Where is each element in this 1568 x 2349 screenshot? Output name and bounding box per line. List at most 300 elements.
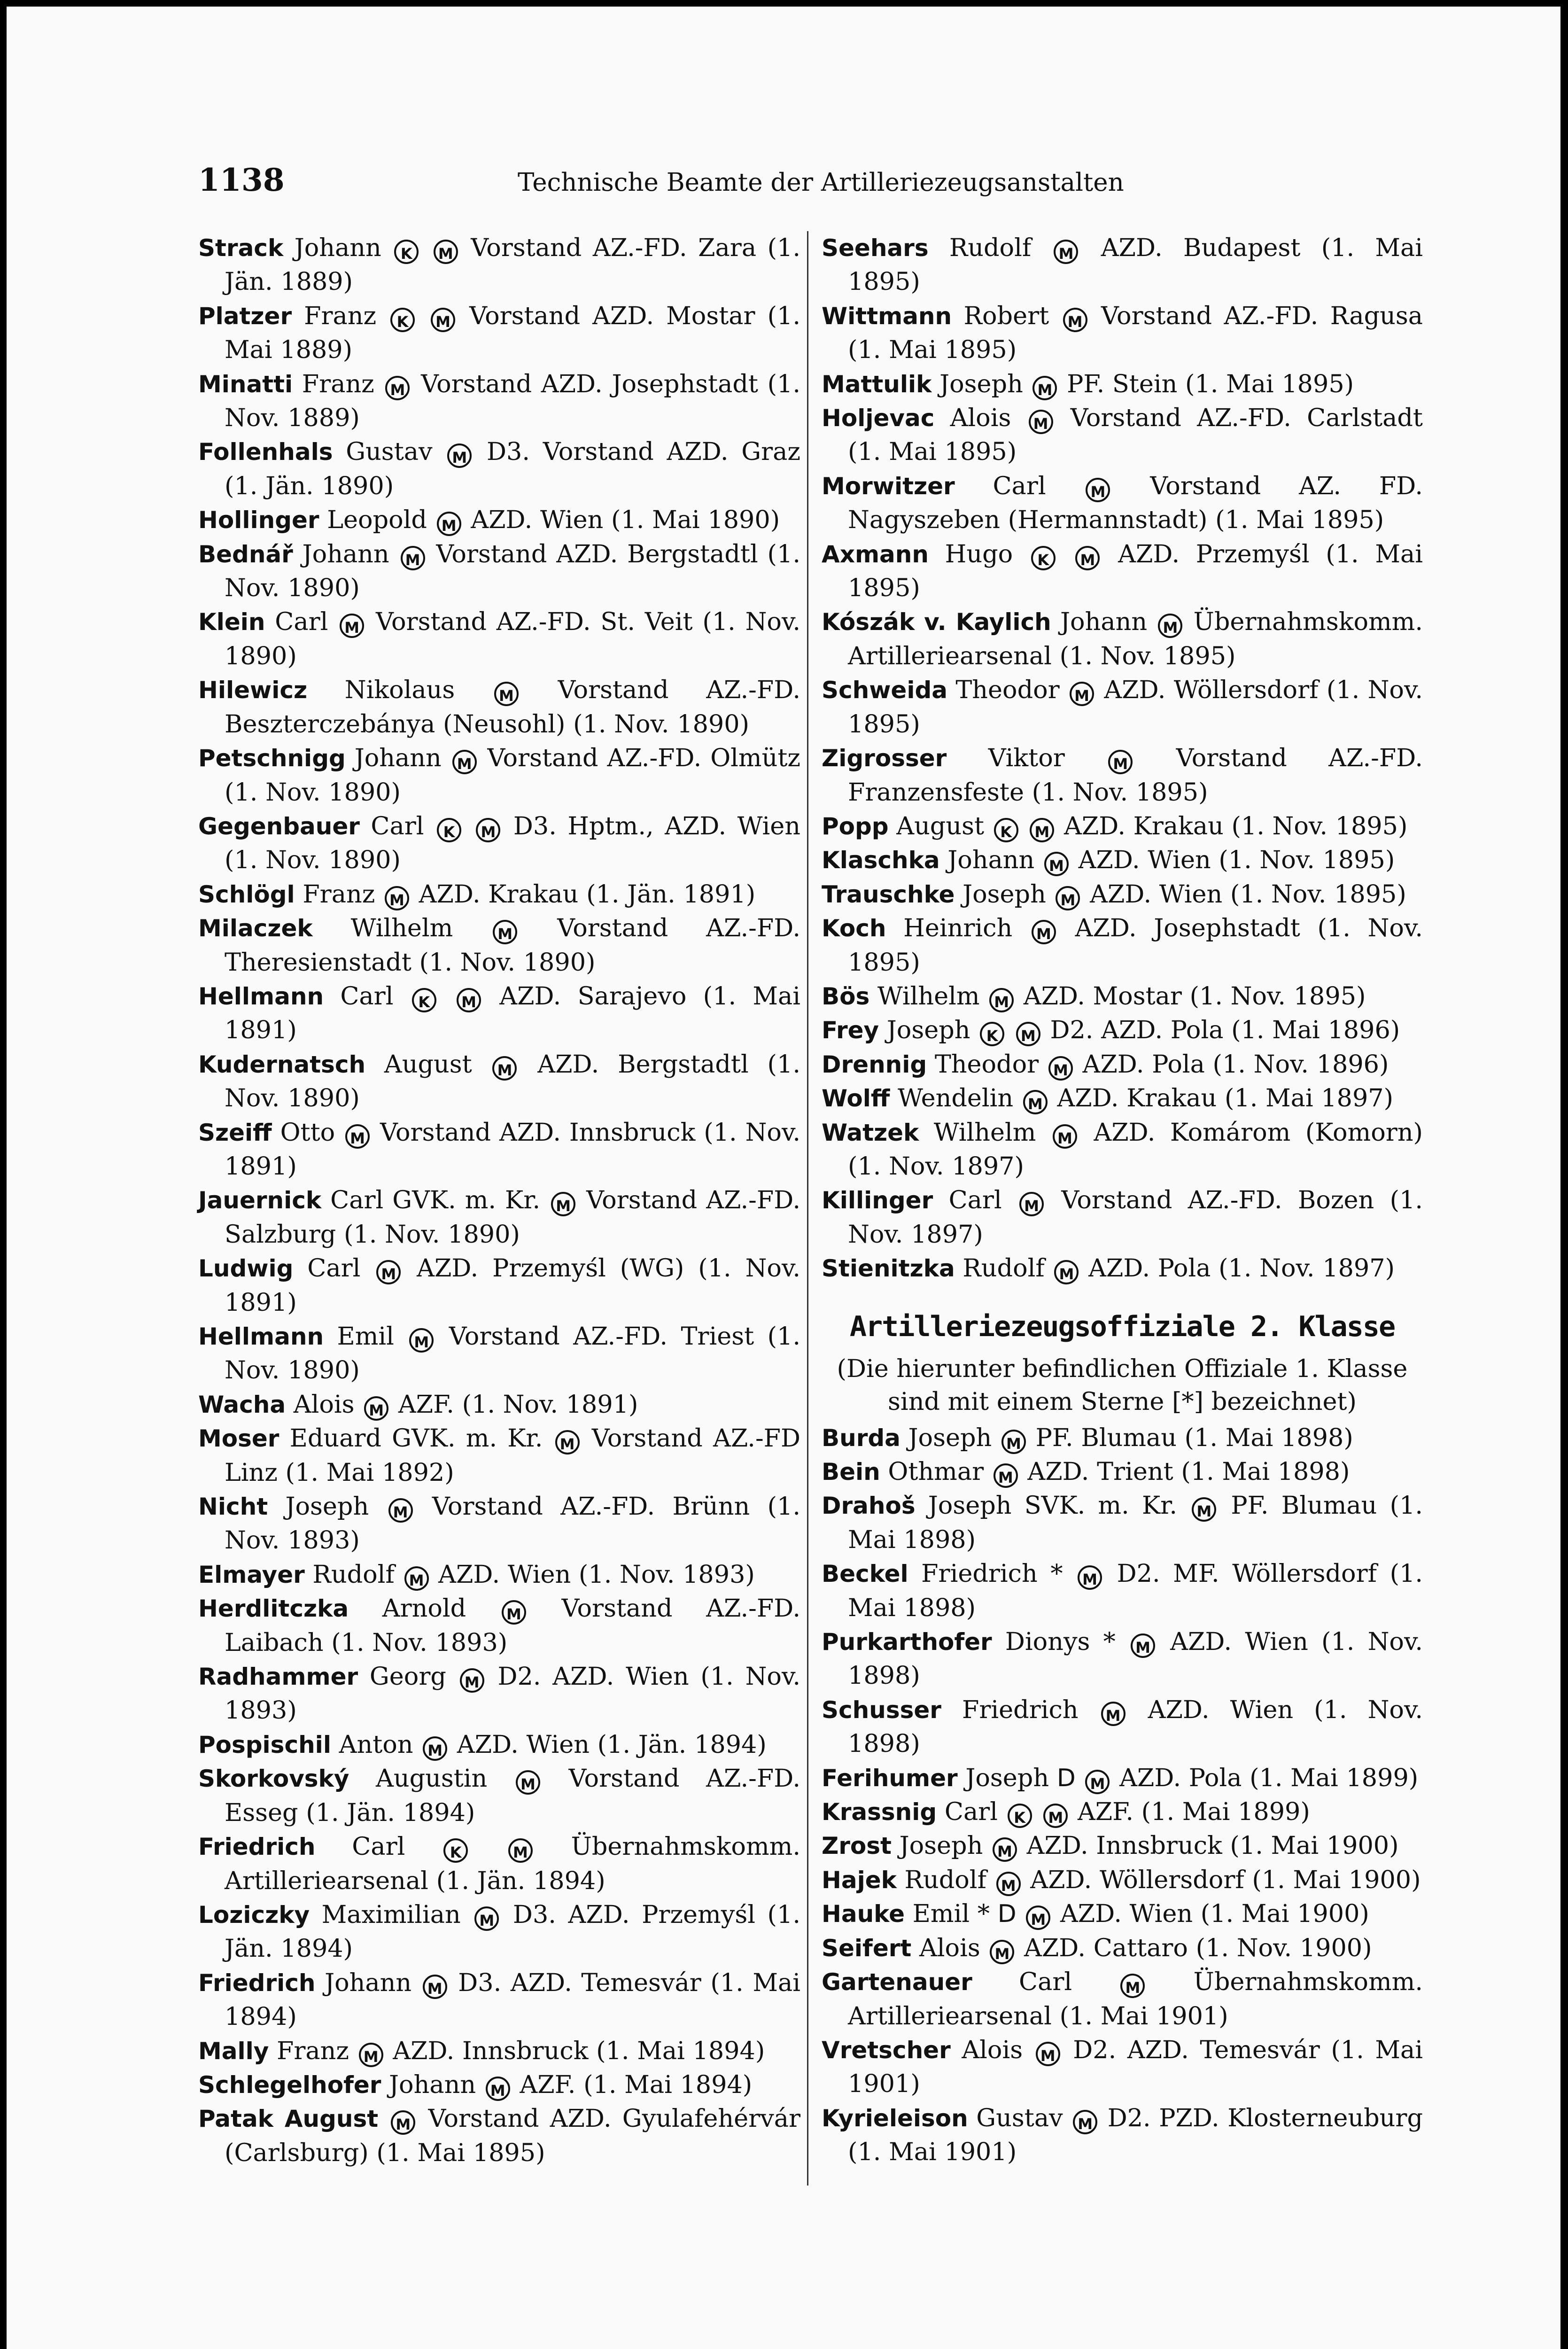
entry-surname: Bein xyxy=(822,1458,880,1486)
entry-surname: Bös xyxy=(822,982,870,1010)
running-title: Technische Beamte der Artilleriezeugsanstalten xyxy=(518,168,1124,197)
entry-text: AZF. (1. Nov. 1891) xyxy=(390,1390,638,1419)
circled-m-icon: M xyxy=(990,1940,1014,1964)
entry-text: Carl xyxy=(359,811,435,840)
entry-text: AZD. Wöllersdorf (1. Mai 1900) xyxy=(1022,1865,1421,1894)
entry-surname: Drennig xyxy=(822,1050,927,1078)
directory-entry xyxy=(198,809,800,878)
entry-text: Joseph xyxy=(268,1492,387,1521)
circled-k-icon: K xyxy=(980,1022,1004,1046)
directory-entry xyxy=(822,809,1423,843)
entry-text: Joseph SVK. m. Kr. xyxy=(915,1491,1190,1520)
entry-surname: Schlögl xyxy=(198,880,295,908)
entry-text: Johann xyxy=(345,744,450,773)
entry-text: Übernahmskomm. Artilleriearsenal (1. Jän. 1894) xyxy=(225,1832,800,1895)
circled-m-icon: M xyxy=(551,1192,575,1216)
directory-entry xyxy=(822,537,1423,606)
circled-k-icon: K xyxy=(1008,1804,1032,1828)
circled-m-icon: M xyxy=(1036,2042,1060,2066)
entry-surname: Watzek xyxy=(822,1119,919,1146)
entry-surname: Hauke xyxy=(822,1900,905,1928)
circled-m-icon: M xyxy=(1001,1430,1026,1454)
entry-surname: Petschnigg xyxy=(198,745,346,772)
entry-surname: Radhammer xyxy=(198,1663,358,1691)
entry-surname: Elmayer xyxy=(198,1561,305,1588)
entry-text: AZD. Pola (1. Nov. 1896) xyxy=(1074,1050,1389,1079)
directory-entry xyxy=(198,1422,800,1490)
entry-text: Friedrich * xyxy=(908,1559,1076,1588)
circled-m-icon: M xyxy=(1030,818,1054,842)
circled-m-icon: M xyxy=(457,988,481,1012)
directory-entry xyxy=(198,2102,800,2170)
entry-surname: Friedrich xyxy=(198,1969,316,1997)
entry-text: Franz xyxy=(292,301,389,330)
directory-entry xyxy=(198,1898,800,1966)
entry-surname: Purkarthofer xyxy=(822,1628,992,1656)
circled-m-icon: M xyxy=(1101,1702,1126,1726)
entry-surname: Loziczky xyxy=(198,1901,310,1929)
circled-m-icon: M xyxy=(1048,1056,1073,1081)
entry-surname: Skorkovský xyxy=(198,1765,349,1793)
entry-surname: Hellmann xyxy=(198,982,324,1010)
entry-surname: Minatti xyxy=(198,370,293,398)
entry-text: Alois xyxy=(950,2035,1034,2064)
entry-text: Franz xyxy=(269,2036,357,2065)
circled-m-icon: M xyxy=(1056,886,1080,910)
directory-entry xyxy=(198,1116,800,1184)
directory-entry xyxy=(198,1966,800,2034)
circled-m-icon: M xyxy=(516,1770,540,1795)
entry-text: Alois xyxy=(934,404,1027,433)
circled-m-icon: M xyxy=(508,1838,533,1863)
circled-k-icon: K xyxy=(394,240,419,264)
circled-m-icon: M xyxy=(1053,1124,1077,1149)
entry-text: Johann xyxy=(293,539,399,568)
entry-surname: Ludwig xyxy=(198,1255,294,1283)
entry-text: D2. MF. Wöllersdorf (1. Mai 1898) xyxy=(848,1559,1423,1622)
circled-m-icon: M xyxy=(1158,614,1182,638)
circled-m-icon: M xyxy=(1054,240,1078,264)
entry-surname: Patak August xyxy=(198,2105,379,2133)
entry-text: AZD. Pola (1. Mai 1899) xyxy=(1111,1763,1419,1792)
entry-text xyxy=(463,812,474,840)
entry-text: Joseph xyxy=(931,369,1031,398)
entry-text: AZD. Krakau (1. Jän. 1891) xyxy=(411,879,756,909)
entry-surname: Hajek xyxy=(822,1866,897,1894)
entry-text: AZD. Bergstadtl (1. Nov. 1890) xyxy=(225,1050,800,1113)
entry-text: Johann xyxy=(381,2070,484,2099)
circled-m-icon: M xyxy=(994,1463,1018,1488)
entry-surname: Frey xyxy=(822,1017,879,1044)
entry-text: Friedrich xyxy=(941,1695,1099,1724)
entry-text: Gustav xyxy=(968,2103,1071,2132)
entry-text: AZD. Wien (1. Nov. 1898) xyxy=(848,1695,1423,1758)
entry-surname: Mattulik xyxy=(822,370,932,398)
circled-m-icon: M xyxy=(385,886,409,910)
entry-text: Wendelin xyxy=(890,1084,1021,1113)
entry-text xyxy=(1076,1764,1084,1792)
circled-m-icon: M xyxy=(476,818,500,842)
entry-text: Carl xyxy=(315,1832,442,1861)
directory-entry xyxy=(198,1728,800,1762)
entry-surname: Nicht xyxy=(198,1493,268,1521)
entry-text: Carl xyxy=(937,1797,1006,1827)
circled-m-icon: M xyxy=(431,308,455,332)
circled-m-icon: M xyxy=(993,1837,1017,1862)
entry-surname: Platzer xyxy=(198,302,292,330)
entry-surname: Strack xyxy=(198,234,284,262)
entry-text: AZD. Przemyśl (WG) (1. Nov. 1891) xyxy=(225,1254,800,1317)
entry-surname: Burda xyxy=(822,1424,900,1452)
entry-text: Emil xyxy=(324,1322,408,1351)
directory-entry xyxy=(198,878,800,911)
circled-m-icon: M xyxy=(1192,1497,1216,1522)
circled-m-icon: M xyxy=(385,376,410,400)
entry-text: AZD. Budapest (1. Mai 1895) xyxy=(848,233,1423,296)
circled-k-icon: K xyxy=(443,1838,468,1863)
entry-surname: Milaczek xyxy=(198,915,313,942)
entry-surname: Jauernick xyxy=(198,1187,322,1214)
entry-text xyxy=(1006,1016,1014,1044)
entry-text: Vorstand AZ.-FD. Laibach (1. Nov. 1893) xyxy=(225,1594,801,1657)
entry-text: Vorstand AZ.-FD. Beszterczebánya (Neusohl) (1. Nov. 1890) xyxy=(225,676,801,739)
entry-text xyxy=(378,2104,389,2133)
circled-m-icon: M xyxy=(359,2043,383,2067)
entry-text: Übernahmskomm. Artilleriearsenal (1. Mai 1901) xyxy=(848,1968,1423,2030)
directory-entry xyxy=(198,1762,800,1830)
directory-entry xyxy=(198,1830,800,1898)
directory-entry xyxy=(822,1795,1423,1829)
entry-text: Hugo xyxy=(928,539,1029,568)
circled-m-icon: M xyxy=(1044,852,1069,876)
entry-surname: Wolff xyxy=(822,1085,890,1112)
right-column-bottom-list xyxy=(822,1421,1423,2170)
entry-text: Vorstand AZ.-FD. Zara (1. Jän. 1889) xyxy=(225,233,801,296)
directory-entry xyxy=(198,2034,800,2068)
directory-entry xyxy=(822,1489,1423,1557)
circled-m-icon: M xyxy=(474,1906,499,1931)
entry-text: AZD. Wien (1. Nov. 1895) xyxy=(1070,846,1395,875)
circled-k-icon: K xyxy=(390,308,415,332)
circled-k-icon: K xyxy=(994,818,1018,842)
directory-entry xyxy=(822,1897,1423,1931)
entry-text: D2. AZD. Temesvár (1. Mai 1901) xyxy=(848,2035,1423,2099)
circled-m-icon: M xyxy=(388,1498,413,1523)
directory-entry xyxy=(198,231,800,299)
directory-entry xyxy=(822,1625,1423,1693)
entry-text: Vorstand AZ.-FD. Triest (1. Nov. 1890) xyxy=(225,1322,800,1385)
entry-text: Vorstand AZ.-FD. Bozen (1. Nov. 1897) xyxy=(848,1186,1423,1249)
entry-text: Franz xyxy=(293,369,384,398)
entry-text: Wilhelm xyxy=(312,914,491,943)
directory-entry xyxy=(198,1320,800,1388)
directory-entry xyxy=(822,299,1423,367)
circled-m-icon: M xyxy=(1032,376,1057,400)
directory-entry xyxy=(198,537,800,606)
entry-surname: Kószák v. Kaylich xyxy=(822,608,1051,636)
entry-surname: Killinger xyxy=(822,1187,933,1214)
entry-text: Vorstand AZ.-FD. St. Veit (1. Nov. 1890) xyxy=(225,607,800,670)
directory-entry xyxy=(198,1252,800,1320)
entry-text: Vorstand AZ.-FD. Esseg (1. Jän. 1894) xyxy=(225,1764,800,1827)
circled-m-icon: M xyxy=(1063,308,1087,332)
circled-m-icon: M xyxy=(437,512,461,536)
entry-text: AZD. Innsbruck (1. Mai 1894) xyxy=(385,2036,765,2065)
directory-entry xyxy=(822,1048,1423,1081)
directory-entry xyxy=(198,435,800,503)
entry-surname: Koch xyxy=(822,915,886,942)
entry-text: Heinrich xyxy=(886,914,1030,943)
entry-text: Dionys * xyxy=(992,1627,1129,1657)
decoration-icon: D xyxy=(1056,1764,1076,1792)
entry-surname: Pospischil xyxy=(198,1731,331,1758)
directory-entry xyxy=(822,843,1423,877)
entry-text: D3. AZD. Przemyśl (1. Jän. 1894) xyxy=(225,1900,800,1963)
directory-entry xyxy=(822,1455,1423,1489)
entry-text: Franz xyxy=(295,879,383,909)
circled-m-icon: M xyxy=(1086,478,1110,502)
entry-text: AZD. Krakau (1. Mai 1897) xyxy=(1049,1084,1394,1113)
entry-text: AZD. Krakau (1. Nov. 1895) xyxy=(1056,811,1408,840)
entry-text: AZD. Sarajevo (1. Mai 1891) xyxy=(225,981,800,1045)
entry-surname: Beckel xyxy=(822,1560,908,1588)
directory-entry xyxy=(822,1013,1423,1047)
circled-m-icon: M xyxy=(493,920,517,944)
entry-text: AZF. (1. Mai 1899) xyxy=(1070,1797,1310,1827)
entry-text xyxy=(438,982,455,1011)
entry-text: Joseph xyxy=(891,1831,991,1860)
entry-text: Alois xyxy=(286,1390,363,1419)
entry-text: Rudolf xyxy=(928,233,1052,262)
entry-surname: Moser xyxy=(198,1425,279,1453)
circled-m-icon: M xyxy=(996,1872,1021,1896)
entry-surname: Gartenauer xyxy=(822,1968,972,1996)
circled-k-icon: K xyxy=(437,818,461,842)
entry-text: Carl xyxy=(293,1254,375,1283)
entry-text: Othmar xyxy=(880,1457,992,1486)
entry-text: Übernahmskomm. Artilleriearsenal (1. Nov. 1895) xyxy=(848,607,1423,670)
circled-m-icon: M xyxy=(1023,1090,1048,1114)
circled-m-icon: M xyxy=(345,1124,370,1149)
entry-text: D2. AZD. Wien (1. Nov. 1893) xyxy=(225,1662,800,1725)
directory-entry xyxy=(822,673,1423,741)
entry-text: AZD. Wien (1. Mai 1890) xyxy=(463,506,780,535)
entry-surname: Ferihumer xyxy=(822,1764,958,1792)
entry-text: AZD. Trient (1. Mai 1898) xyxy=(1019,1457,1350,1486)
directory-entry xyxy=(822,1116,1423,1184)
directory-entry xyxy=(822,1863,1423,1897)
entry-text: Nikolaus xyxy=(307,676,492,705)
entry-text: Georg xyxy=(358,1662,458,1691)
entry-surname: Zigrosser xyxy=(822,745,947,772)
circled-m-icon: M xyxy=(1016,1022,1040,1046)
entry-text: Johann xyxy=(1051,607,1157,637)
entry-text: Vorstand AZ. FD. Nagyszeben (Hermannstadt) (1. Mai 1895) xyxy=(848,471,1423,535)
directory-entry xyxy=(198,741,800,809)
entry-text: Joseph xyxy=(900,1423,1000,1452)
entry-text: Carl GVK. m. Kr. xyxy=(321,1186,550,1215)
entry-surname: Zrost xyxy=(822,1832,892,1860)
circled-m-icon: M xyxy=(1075,546,1100,570)
circled-m-icon: M xyxy=(486,2077,510,2101)
entry-text: Johann xyxy=(315,1968,421,1997)
circled-m-icon: M xyxy=(364,1396,388,1421)
circled-m-icon: M xyxy=(404,1566,429,1591)
entry-text: Viktor xyxy=(947,744,1107,773)
entry-text: Gustav xyxy=(333,437,446,467)
entry-text: Vorstand AZD. Bergstadtl (1. Nov. 1890) xyxy=(225,539,800,603)
entry-text: Maximilian xyxy=(310,1900,473,1929)
entry-text: Joseph xyxy=(957,1763,1057,1792)
entry-text: August xyxy=(365,1050,491,1079)
entry-text: AZD. Josephstadt (1. Nov. 1895) xyxy=(848,914,1423,977)
entry-text: Carl xyxy=(972,1968,1119,1997)
entry-text xyxy=(470,1832,506,1861)
entry-text: Rudolf xyxy=(955,1254,1053,1283)
circled-m-icon: M xyxy=(989,988,1014,1012)
entry-text: Vorstand AZ.-FD. Carlstadt (1. Mai 1895) xyxy=(848,404,1423,467)
entry-surname: Vretscher xyxy=(822,2036,951,2064)
entry-text xyxy=(1034,1797,1042,1826)
entry-text: Wilhelm xyxy=(919,1118,1051,1147)
entry-text: D3. Vorstand AZD. Graz (1. Jän. 1890) xyxy=(225,437,801,500)
entry-surname: Wittmann xyxy=(822,302,952,330)
circled-m-icon: M xyxy=(1054,1260,1079,1284)
entry-text: Vorstand AZ.-FD. Olmütz (1. Nov. 1890) xyxy=(225,744,800,807)
circled-m-icon: M xyxy=(1019,1192,1044,1216)
left-column xyxy=(198,231,800,2190)
entry-text: AZD. Wien (1. Nov. 1893) xyxy=(430,1560,755,1589)
entry-surname: Schweida xyxy=(822,677,948,704)
entry-surname: Kyrieleison xyxy=(822,2104,968,2132)
entry-text xyxy=(1020,812,1028,840)
directory-entry xyxy=(198,1592,800,1660)
circled-m-icon: M xyxy=(409,1328,434,1353)
circled-m-icon: M xyxy=(492,1056,517,1081)
circled-m-icon: M xyxy=(1131,1633,1155,1658)
section-heading: Artilleriezeugsoffiziale 2. Klasse xyxy=(849,1310,1395,1343)
circled-m-icon: M xyxy=(1085,1770,1110,1794)
circled-m-icon: M xyxy=(423,1975,447,1999)
circled-m-icon: M xyxy=(1070,682,1094,706)
directory-entry xyxy=(198,605,800,673)
entry-surname: Popp xyxy=(822,812,889,840)
entry-text: Emil * xyxy=(905,1899,998,1929)
directory-entry xyxy=(198,673,800,741)
entry-text: Vorstand AZ.-FD. Theresienstadt (1. Nov. 1890) xyxy=(225,914,800,977)
entry-text: AZD. Wien (1. Mai 1900) xyxy=(1052,1899,1369,1929)
directory-entry xyxy=(198,503,800,537)
directory-entry xyxy=(198,1558,800,1592)
entry-text: AZD. Cattaro (1. Nov. 1900) xyxy=(1016,1933,1372,1962)
entry-text: D2. PZD. Klosterneuburg (1. Mai 1901) xyxy=(848,2103,1423,2167)
directory-entry xyxy=(822,1829,1423,1863)
section-note: (Die hierunter befindlichen Offiziale 1. Klasse sind mit einem Sterne [*] bezeichnet) xyxy=(837,1354,1408,1416)
circled-m-icon: M xyxy=(1026,1906,1050,1930)
circled-m-icon: M xyxy=(452,750,477,774)
directory-entry xyxy=(822,911,1423,980)
right-column xyxy=(822,231,1423,2190)
entry-text: D2. AZD. Pola (1. Mai 1896) xyxy=(1042,1016,1400,1045)
entry-text: Vorstand AZ.-FD. Salzburg (1. Nov. 1890) xyxy=(225,1186,801,1249)
entry-surname: Hilewicz xyxy=(198,677,308,704)
entry-text: AZD. Wien (1. Jän. 1894) xyxy=(449,1730,767,1759)
circled-m-icon: M xyxy=(401,546,425,570)
directory-entry xyxy=(198,1660,800,1728)
entry-text: Vorstand AZD. Josephstadt (1. Nov. 1889) xyxy=(225,369,800,433)
entry-surname: Klaschka xyxy=(822,847,940,874)
directory-entry xyxy=(822,1693,1423,1761)
entry-text: AZD. Innsbruck (1. Mai 1900) xyxy=(1018,1831,1399,1860)
entry-text: Carl xyxy=(265,607,338,637)
entry-surname: Stienitzka xyxy=(822,1255,955,1283)
column-divider xyxy=(807,231,808,2186)
entry-text: Theodor xyxy=(927,1050,1047,1079)
entry-text xyxy=(1017,1899,1025,1928)
entry-text: D3. Hptm., AZD. Wien (1. Nov. 1890) xyxy=(225,811,801,875)
circled-m-icon: M xyxy=(494,682,519,706)
directory-entry xyxy=(822,401,1423,469)
directory-entry xyxy=(822,878,1423,911)
entry-surname: Mally xyxy=(198,2037,269,2065)
entry-text: AZF. (1. Mai 1894) xyxy=(512,2070,753,2099)
right-column-top-list xyxy=(822,231,1423,1286)
entry-surname: Klein xyxy=(198,608,265,636)
entry-text: Joseph xyxy=(955,879,1054,909)
entry-text: Vorstand AZ.-FD. Ragusa (1. Mai 1895) xyxy=(848,301,1423,365)
entry-text: AZD. Przemyśl (1. Mai 1895) xyxy=(848,539,1423,603)
directory-entry xyxy=(198,299,800,367)
directory-entry xyxy=(822,1252,1423,1285)
entry-surname: Axmann xyxy=(822,540,929,568)
entry-surname: Follenhals xyxy=(198,438,333,466)
directory-entry xyxy=(198,1388,800,1422)
entry-surname: Gegenbauer xyxy=(198,812,360,840)
entry-surname: Seehars xyxy=(822,234,929,262)
entry-text: AZD. Wien (1. Nov. 1898) xyxy=(848,1627,1423,1690)
entry-text: Alois xyxy=(911,1933,988,1962)
directory-entry xyxy=(198,367,800,436)
entry-text: Vorstand AZD. Gyulafehérvár (Carlsburg) (1. Mai 1895) xyxy=(225,2104,801,2167)
entry-surname: Krassnig xyxy=(822,1798,937,1826)
circled-m-icon: M xyxy=(555,1430,580,1455)
entry-text: Theodor xyxy=(947,676,1068,705)
entry-text: AZD. Mostar (1. Nov. 1895) xyxy=(1016,981,1366,1011)
entry-text: Rudolf xyxy=(896,1865,994,1894)
directory-entry xyxy=(822,605,1423,673)
decoration-icon: D xyxy=(997,1900,1017,1929)
entry-text: Robert xyxy=(952,301,1061,330)
directory-entry xyxy=(822,1081,1423,1115)
entry-text: Rudolf xyxy=(304,1560,403,1589)
circled-m-icon: M xyxy=(1120,1974,1145,1998)
entry-text xyxy=(1057,540,1074,568)
directory-entry xyxy=(198,980,800,1048)
entry-text: Carl xyxy=(933,1186,1018,1215)
directory-entry xyxy=(822,1965,1423,2033)
entry-surname: Szeiff xyxy=(198,1119,272,1146)
entry-text: PF. Stein (1. Mai 1895) xyxy=(1059,369,1354,398)
circled-m-icon: M xyxy=(502,1600,526,1625)
entry-text: Anton xyxy=(331,1730,421,1759)
directory-entry xyxy=(822,367,1423,401)
circled-m-icon: M xyxy=(1078,1565,1102,1590)
entry-surname: Bednář xyxy=(198,540,293,568)
directory-entry xyxy=(198,2068,800,2102)
entry-text: AZD. Komárom (Komorn) (1. Nov. 1897) xyxy=(848,1118,1423,1181)
directory-entry xyxy=(198,1183,800,1252)
entry-text: AZD. Pola (1. Nov. 1897) xyxy=(1080,1254,1395,1283)
